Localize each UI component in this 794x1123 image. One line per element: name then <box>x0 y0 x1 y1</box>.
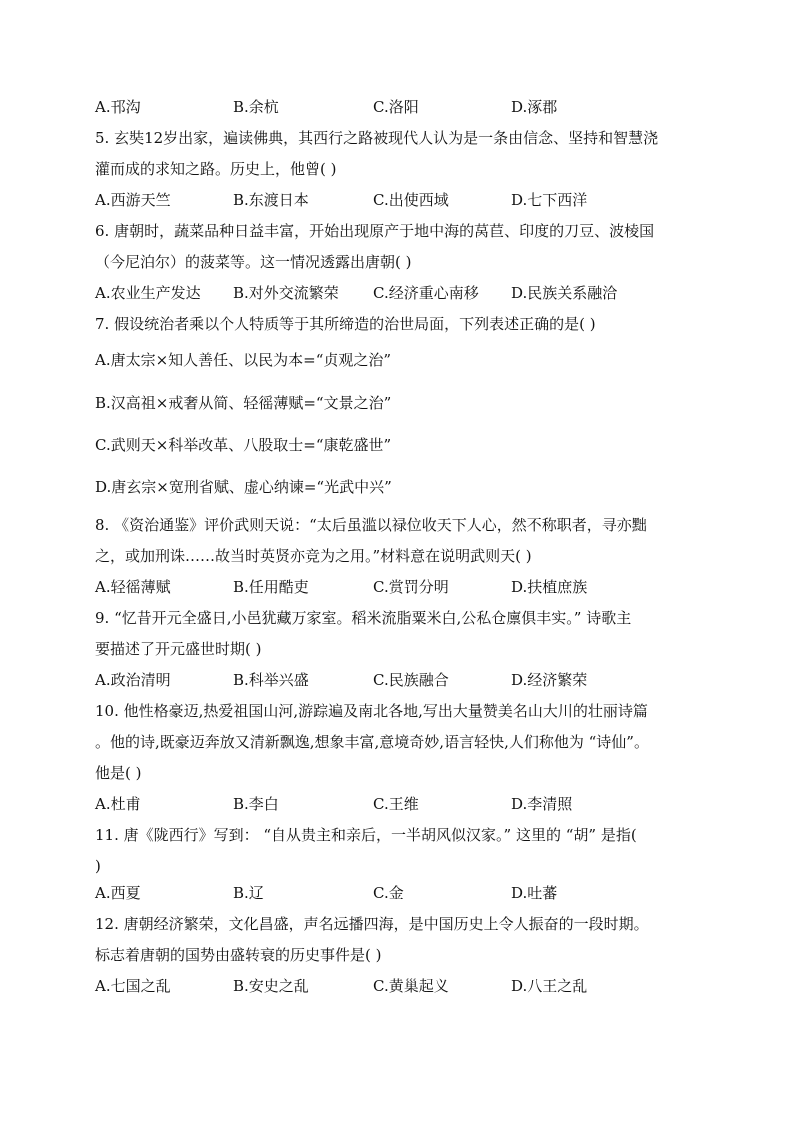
q10-options <box>95 794 699 814</box>
q6-option-d: D.民族关系融洽 <box>511 284 618 302</box>
q5-options <box>95 190 699 210</box>
q9-options <box>95 670 699 690</box>
q12-option-a: A.七国之乱 <box>95 977 171 995</box>
q5-option-c: C.出使西域 <box>373 191 449 209</box>
q12-option-b: B.安史之乱 <box>233 977 309 995</box>
q10-option-a: A.杜甫 <box>95 795 141 813</box>
q5-option-d: D.七下西洋 <box>511 191 588 209</box>
q4-option-b: B.余杭 <box>233 98 279 116</box>
q11-stem-line-1: 11. 唐《陇西行》写到： “自从贵主和亲后，一半胡风似汉家。” 这里的 “胡” 是指( <box>95 826 637 844</box>
q6-options <box>95 283 699 303</box>
q7-option-c: C.武则天×科举改革、八股取士=“康乾盛世” <box>95 436 392 454</box>
q6-option-b: B.对外交流繁荣 <box>233 284 339 302</box>
q7-stem: 7. 假设统治者乘以个人特质等于其所缔造的治世局面，下列表述正确的是( ) <box>95 315 596 333</box>
q5-stem-line-2: 灌而成的求知之路。历史上，他曾( ) <box>95 160 337 178</box>
q7-option-d: D.唐玄宗×宽刑省赋、虚心纳谏=“光武中兴” <box>95 478 392 496</box>
q8-stem-line-2: 之，或加刑诛……故当时英贤亦竞为之用。”材料意在说明武则天( ) <box>95 547 532 565</box>
q5-option-b: B.东渡日本 <box>233 191 309 209</box>
q12-options <box>95 976 699 996</box>
q4-option-a: A.邗沟 <box>95 98 141 116</box>
q11-stem-line-2: ) <box>95 857 101 875</box>
q11-option-b: B.辽 <box>233 884 264 902</box>
q6-option-c: C.经济重心南移 <box>373 284 479 302</box>
q9-option-d: D.经济繁荣 <box>511 671 588 689</box>
q11-option-c: C.金 <box>373 884 404 902</box>
q7-option-b: B.汉高祖×戒奢从简、轻徭薄赋=“文景之治” <box>95 394 392 412</box>
q9-option-a: A.政治清明 <box>95 671 171 689</box>
q9-option-c: C.民族融合 <box>373 671 449 689</box>
q6-option-a: A.农业生产发达 <box>95 284 201 302</box>
q9-option-b: B.科举兴盛 <box>233 671 309 689</box>
q10-stem-line-1: 10. 他性格豪迈,热爱祖国山河,游踪遍及南北各地,写出大量赞美名山大川的壮丽诗篇 <box>95 702 648 720</box>
q11-option-a: A.西夏 <box>95 884 141 902</box>
q12-option-d: D.八王之乱 <box>511 977 588 995</box>
q4-option-c: C.洛阳 <box>373 98 419 116</box>
q11-options <box>95 883 699 903</box>
q8-option-a: A.轻徭薄赋 <box>95 578 171 596</box>
q8-options <box>95 577 699 597</box>
q10-option-c: C.王维 <box>373 795 419 813</box>
q6-stem-line-2: （今尼泊尔）的菠菜等。这一情况透露出唐朝( ) <box>95 253 412 271</box>
q10-option-b: B.李白 <box>233 795 279 813</box>
q4-options <box>95 97 699 117</box>
q9-stem-line-2: 要描述了开元盛世时期( ) <box>95 640 262 658</box>
q8-option-c: C.赏罚分明 <box>373 578 449 596</box>
q5-stem-line-1: 5. 玄奘12岁出家，遍读佛典，其西行之路被现代人认为是一条由信念、坚持和智慧浇 <box>95 129 659 147</box>
q10-stem-line-3: 他是( ) <box>95 764 142 782</box>
q8-option-d: D.扶植庶族 <box>511 578 588 596</box>
q5-option-a: A.西游天竺 <box>95 191 171 209</box>
q11-option-d: D.吐蕃 <box>511 884 558 902</box>
q12-option-c: C.黄巢起义 <box>373 977 449 995</box>
q4-option-d: D.涿郡 <box>511 98 558 116</box>
q9-stem-line-1: 9. “忆昔开元全盛日,小邑犹藏万家室。稻米流脂粟米白,公私仓廪俱丰实。” 诗歌主 <box>95 609 632 627</box>
q7-option-a: A.唐太宗×知人善任、以民为本=“贞观之治” <box>95 351 392 369</box>
q10-option-d: D.李清照 <box>511 795 573 813</box>
q10-stem-line-2: 。他的诗,既豪迈奔放又清新飘逸,想象丰富,意境奇妙,语言轻快,人们称他为 “诗仙”。 <box>95 733 649 751</box>
q12-stem-line-2: 标志着唐朝的国势由盛转衰的历史事件是( ) <box>95 946 382 964</box>
q8-option-b: B.任用酷吏 <box>233 578 309 596</box>
q12-stem-line-1: 12. 唐朝经济繁荣，文化昌盛，声名远播四海，是中国历史上令人振奋的一段时期。 <box>95 915 649 933</box>
q6-stem-line-1: 6. 唐朝时，蔬菜品种日益丰富，开始出现原产于地中海的莴苣、印度的刀豆、波棱国 <box>95 222 655 240</box>
q8-stem-line-1: 8. 《资治通鉴》评价武则天说：“太后虽滥以禄位收天下人心，然不称职者，寻亦黜 <box>95 516 647 534</box>
